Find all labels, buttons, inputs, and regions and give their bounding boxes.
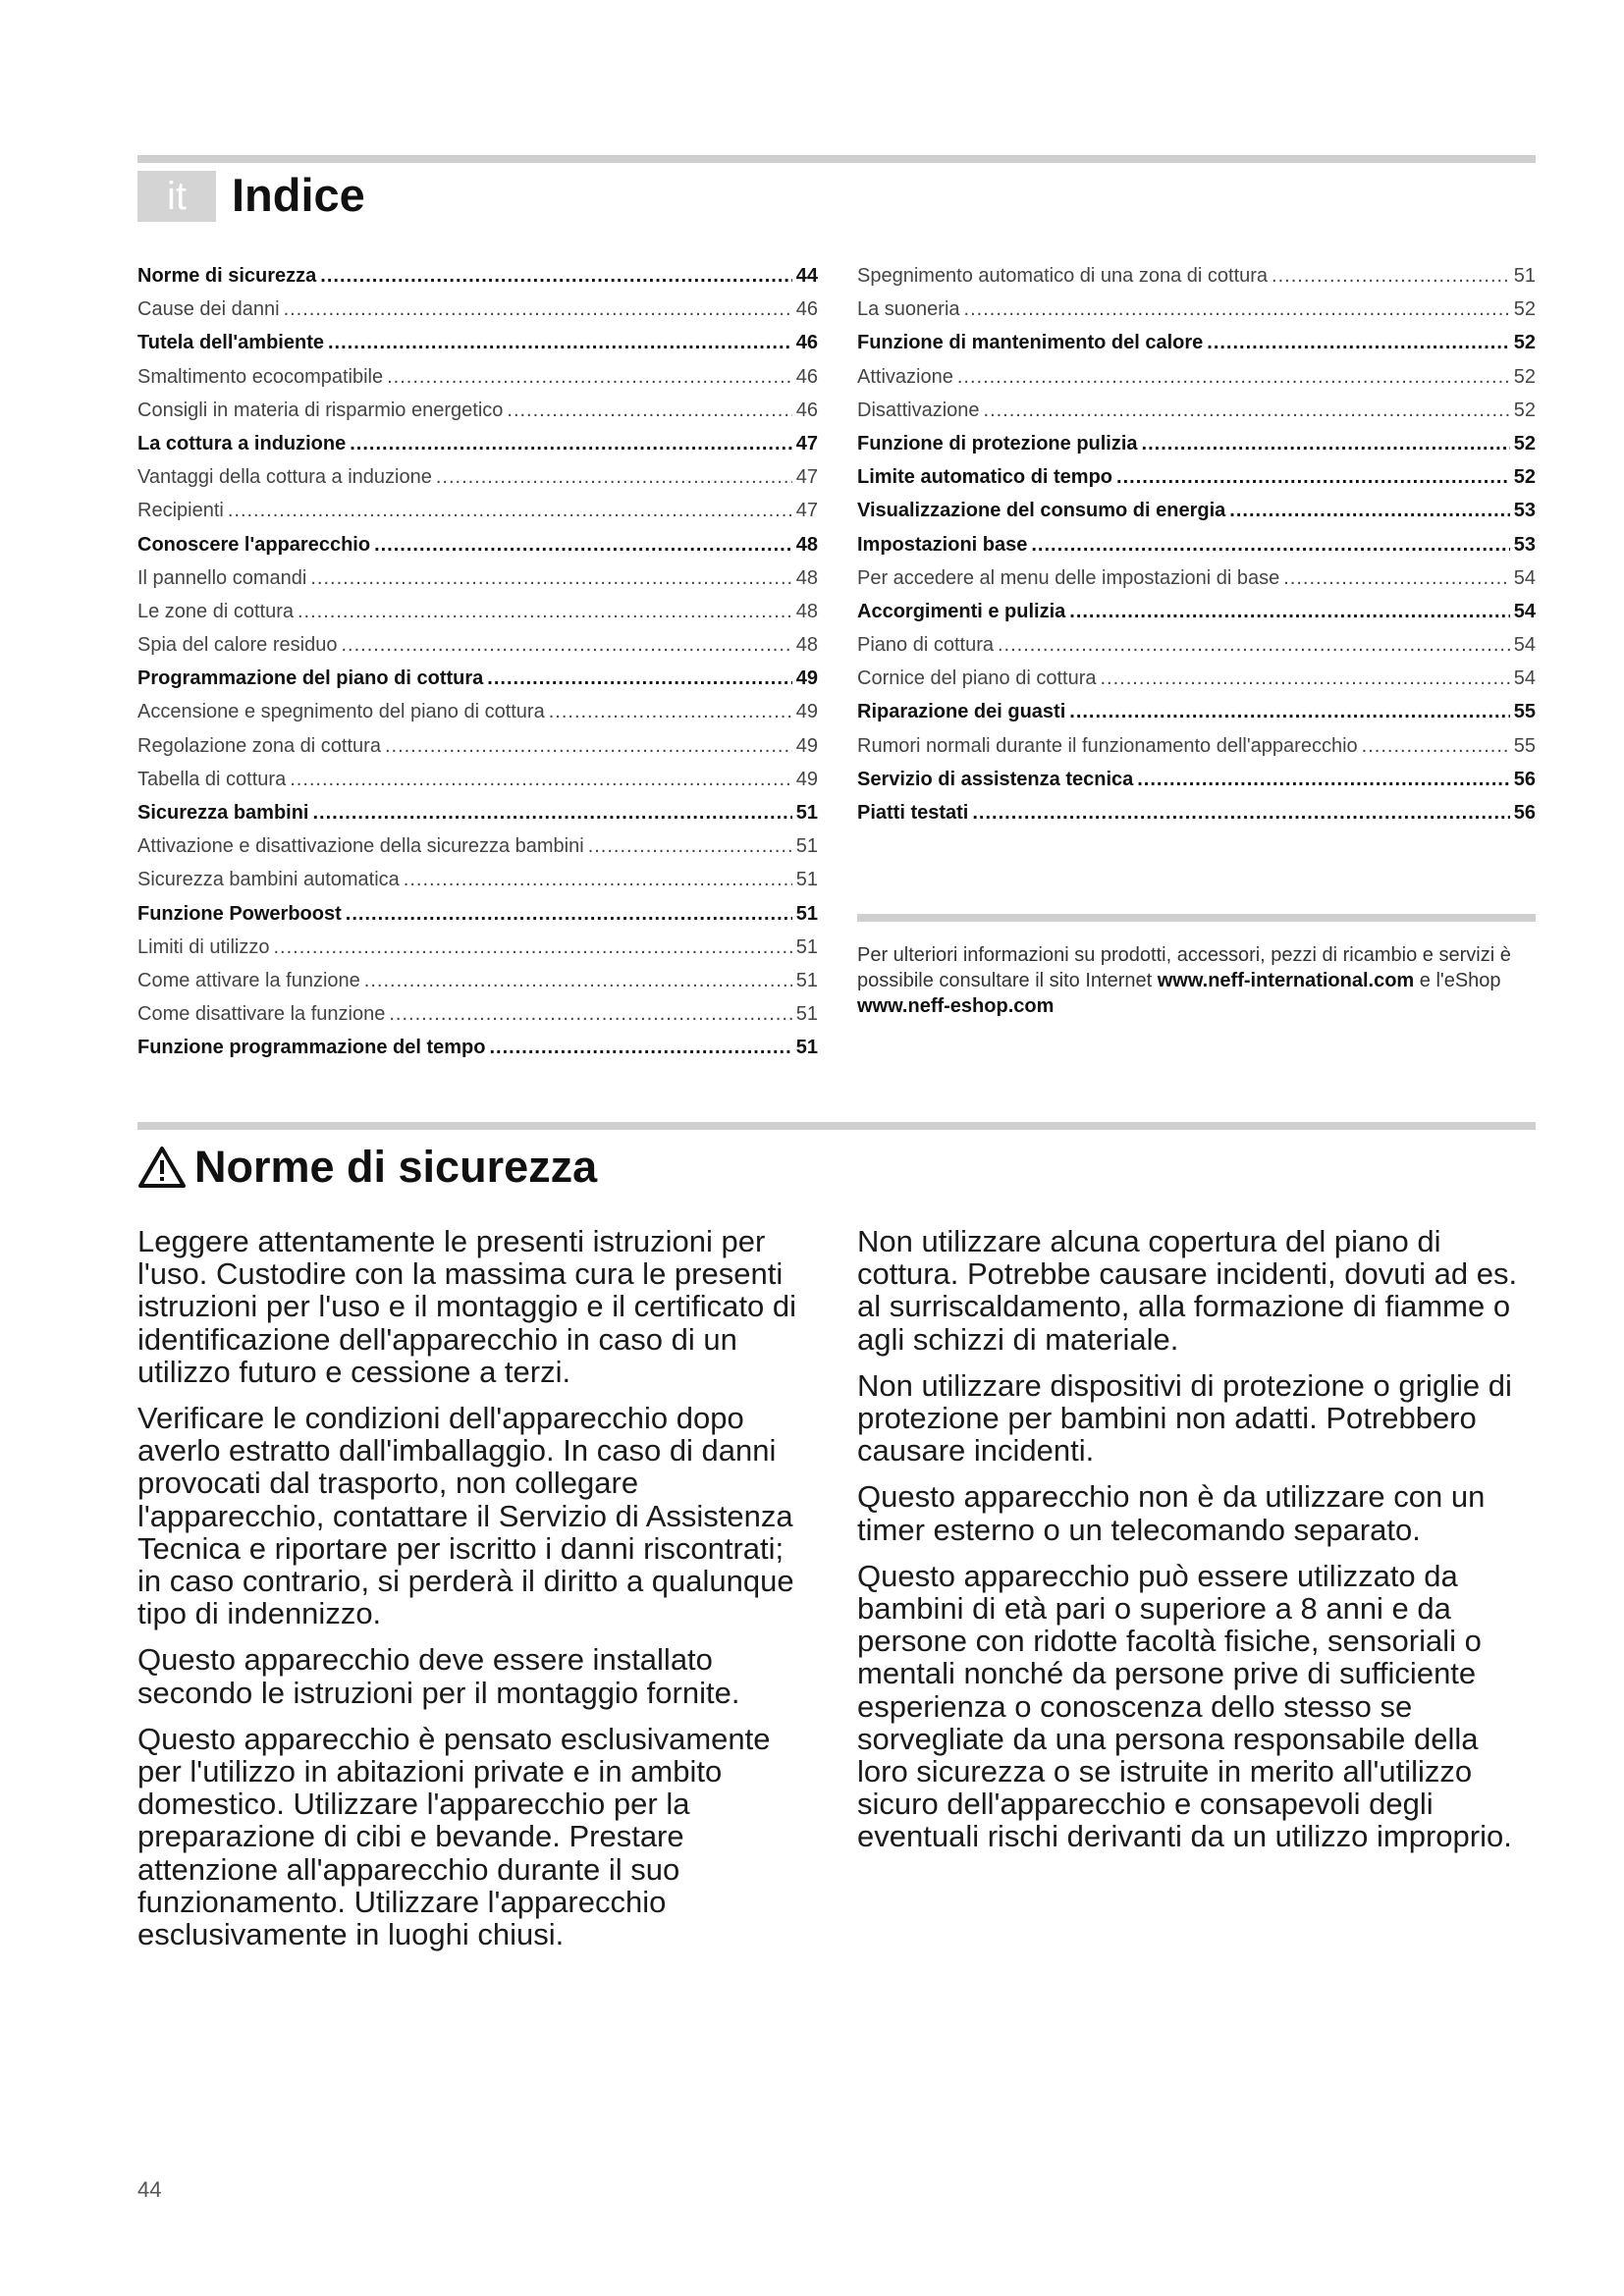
toc-entry[interactable] [137,528,818,561]
toc-entry-label: Spia del calore residuo [137,634,338,657]
toc-entry-page: 51 [795,835,818,858]
toc-entry-label: Consigli in materia di risparmio energetico [137,399,504,421]
toc-entry[interactable] [857,394,1536,427]
toc-leader-dots [957,360,1510,394]
toc-entry-label: Cause dei danni [137,298,280,321]
toc-entry-page: 49 [795,734,818,757]
toc-entry-label: Riparazione dei guasti [857,701,1066,723]
toc-entry-label: Accorgimenti e pulizia [857,600,1066,622]
safety-paragraph: Questo apparecchio può essere utilizzato da bambini di età pari o superiore a 8 anni e da persone con ridotte facoltà fisiche, sensoriali o mentali nonché da persone prive di sufficiente esperienza o conoscenza dello stesso se sorvegliate da una persona responsabile della loro sicurezza o se istruite in merito all'utilizzo sicuro dell'apparecchio e consapevoli degli eventuali rischi derivanti da un utilizzo improprio. [857,1558,1512,1854]
toc-entry-page: 54 [1513,566,1536,589]
toc-entry-page: 48 [795,634,818,657]
toc-entry-label: Come disattivare la funzione [137,1003,386,1026]
safety-paragraph: Questo apparecchio non è da utilizzare con un timer esterno o un telecomando separato. [857,1479,1486,1547]
safety-paragraph: Verificare le condizioni dell'apparecchio dopo averlo estratto dall'imballaggio. In caso di danni provocati dal trasporto, non collegare l'apparecchio, contattare il Servizio di Assistenza Tecnica e riportare per iscritto i danni riscontrati; in caso contrario, si perderà il diritto a qualunque tipo di indennizzo. [137,1401,794,1631]
toc-entry-label: Cornice del piano di cottura [857,667,1097,690]
toc-leader-dots [998,628,1510,662]
toc-leader-dots [1142,427,1510,460]
toc-entry-page: 51 [795,1037,818,1059]
toc-entry-page: 51 [1513,265,1536,287]
toc-entry-page: 49 [795,768,818,790]
toc-entry[interactable] [137,729,818,763]
toc-leader-dots [507,394,791,427]
toc-leader-dots [350,427,792,460]
toc-entry-page: 51 [795,1003,818,1026]
toc-entry[interactable] [137,863,818,896]
toc-entry-label: Regolazione zona di cottura [137,734,381,757]
toc-entry-page: 47 [795,432,818,454]
toc-leader-dots [364,964,792,997]
toc-entry[interactable] [137,360,818,394]
toc-entry[interactable] [137,931,818,964]
toc-leader-dots [389,997,791,1031]
toc-entry-page: 52 [1513,399,1536,421]
toc-entry-label: Tabella di cottura [137,768,287,790]
toc-entry-page: 51 [795,935,818,958]
toc-entry[interactable] [137,494,818,527]
toc-entry[interactable] [857,494,1536,527]
toc-entry-label: Limiti di utilizzo [137,935,270,958]
toc-entry-label: La suoneria [857,298,960,321]
toc-entry-label: Impostazioni base [857,533,1028,556]
toc-entry-label: Le zone di cottura [137,600,294,622]
toc-entry[interactable] [137,796,818,829]
toc-entry[interactable] [137,829,818,863]
page-number: 44 [137,2177,162,2202]
toc-leader-dots [290,763,792,796]
toc-entry-label: Smaltimento ecocompatibile [137,365,384,388]
toc-entry[interactable] [137,460,818,494]
toc-entry[interactable] [857,595,1536,628]
eshop-link[interactable]: www.neff-eshop.com [857,995,1055,1017]
toc-entry-label: Vantaggi della cottura a induzione [137,466,432,489]
toc-entry-page: 46 [795,298,818,321]
toc-leader-dots [1207,326,1509,359]
safety-paragraph: Non utilizzare dispositivi di protezione o griglie di protezione per bambini non adatti. Potrebbero causare incidenti. [857,1367,1512,1468]
toc-entry-label: Attivazione e disattivazione della sicurezza bambini [137,835,584,858]
toc-entry-page: 55 [1513,701,1536,723]
toc-entry-page: 46 [795,365,818,388]
toc-entry-label: Servizio di assistenza tecnica [857,768,1134,790]
toc-leader-dots [328,326,792,359]
website-link[interactable]: www.neff-international.com [1157,970,1415,991]
safety-text-right [857,1225,1536,1867]
toc-leader-dots [341,628,791,662]
toc-entry[interactable] [137,763,818,796]
toc-entry[interactable] [137,997,818,1031]
toc-entry-label: Sicurezza bambini automatica [137,869,400,891]
toc-entry-label: Norme di sicurezza [137,265,317,287]
toc-entry[interactable] [137,326,818,359]
toc-entry[interactable] [137,695,818,728]
toc-entry-label: Rumori normali durante il funzionamento dell'apparecchio [857,734,1358,757]
toc-entry-label: Limite automatico di tempo [857,466,1113,489]
toc-leader-dots [1069,595,1509,628]
toc-leader-dots [1137,763,1510,796]
toc-entry[interactable] [137,897,818,931]
info-divider [857,914,1536,922]
toc-entry-page: 49 [795,667,818,690]
toc-entry-page: 53 [1513,500,1536,522]
toc-entry[interactable] [137,394,818,427]
toc-leader-dots [387,360,792,394]
safety-paragraph: Leggere attentamente le presenti istruzioni per l'uso. Custodire con la massima cura le presenti istruzioni per l'uso e il montaggio e il certificato di identificazione dell'apparecchio in caso di un utilizzo futuro e cessione a terzi. [137,1224,797,1389]
safety-paragraph: Non utilizzare alcuna copertura del piano di cottura. Potrebbe causare incidenti, dovuti ad es. al surriscaldamento, alla formazione di fiamme o agli schizzi di materiale. [857,1224,1518,1357]
toc-entry-label: Attivazione [857,365,953,388]
toc-entry[interactable] [137,259,818,293]
toc-entry[interactable] [857,729,1536,763]
toc-entry-page: 47 [795,500,818,522]
toc-entry-page: 48 [795,533,818,556]
toc-leader-dots [984,394,1510,427]
toc-entry[interactable] [857,259,1536,293]
toc-entry-page: 54 [1513,667,1536,690]
toc-entry-label: Programmazione del piano di cottura [137,667,484,690]
toc-entry-label: Conoscere l'apparecchio [137,533,371,556]
toc-leader-dots [588,829,792,863]
toc-entry-page: 46 [795,332,818,354]
toc-leader-dots [385,729,792,763]
toc-entry[interactable] [857,427,1536,460]
toc-entry[interactable] [137,427,818,460]
toc-entry[interactable] [857,796,1536,829]
toc-entry-label: Il pannello comandi [137,566,307,589]
safety-text-left [137,1225,815,1964]
toc-entry-page: 46 [795,399,818,421]
toc-leader-dots [964,293,1510,326]
toc-entry-label: Funzione di protezione pulizia [857,432,1138,454]
top-divider [137,155,1536,163]
toc-entry-label: Funzione di mantenimento del calore [857,332,1204,354]
toc-entry[interactable] [137,293,818,326]
toc-entry[interactable] [857,561,1536,595]
toc-entry-page: 51 [795,802,818,824]
toc-entry-page: 51 [795,902,818,925]
toc-leader-dots [1229,494,1509,527]
toc-entry-page: 53 [1513,533,1536,556]
toc-entry-page: 52 [1513,432,1536,454]
toc-entry-label: Funzione Powerboost [137,902,342,925]
toc-entry-label: Disattivazione [857,399,980,421]
safety-paragraph: Questo apparecchio deve essere installato secondo le istruzioni per il montaggio fornite. [137,1642,740,1710]
toc-leader-dots [436,460,792,494]
toc-entry-label: Sicurezza bambini [137,802,309,824]
toc-entry[interactable] [137,964,818,997]
toc-entry-page: 44 [795,265,818,287]
safety-heading [137,1133,597,1201]
toc-leader-dots [228,494,792,527]
toc-entry[interactable] [137,662,818,695]
more-info-note [857,942,1536,1019]
toc-entry-page: 52 [1513,466,1536,489]
toc-leader-dots [310,561,791,595]
toc-leader-dots [404,863,792,896]
toc-leader-dots [489,1031,791,1064]
toc-leader-dots [549,695,792,728]
toc-entry-page: 51 [795,969,818,991]
toc-leader-dots [298,595,792,628]
section-divider [137,1122,1536,1130]
toc-entry-page: 56 [1513,802,1536,824]
toc-entry-page: 52 [1513,332,1536,354]
toc-entry[interactable] [137,1031,818,1064]
toc-entry-label: La cottura a induzione [137,432,347,454]
toc-leader-dots [1116,460,1510,494]
safety-title-text: Norme di sicurezza [194,1142,598,1192]
toc-leader-dots [273,931,791,964]
toc-entry[interactable] [857,293,1536,326]
toc-entry-page: 55 [1513,734,1536,757]
toc-entry[interactable] [137,628,818,662]
toc-entry-label: Recipienti [137,500,224,522]
toc-leader-dots [1031,528,1509,561]
toc-entry[interactable] [857,628,1536,662]
toc-entry-label: Piano di cottura [857,634,994,657]
toc-leader-dots [284,293,792,326]
toc-entry-page: 48 [795,566,818,589]
toc-entry-page: 49 [795,701,818,723]
toc-leader-dots [1283,561,1510,595]
toc-entry-page: 47 [795,466,818,489]
toc-leader-dots [346,897,792,931]
toc-entry[interactable] [857,326,1536,359]
language-badge: it [137,171,216,222]
toc-entry-page: 54 [1513,634,1536,657]
toc-leader-dots [972,796,1509,829]
toc-entry-page: 51 [795,869,818,891]
toc-leader-dots [313,796,792,829]
toc-entry[interactable] [857,763,1536,796]
more-info-text: Per ulteriori informazioni su prodotti, accessori, pezzi di ricambio e servizi è possibile consultare il sito Internet [857,944,1511,991]
toc-leader-dots [1362,729,1510,763]
toc-entry-label: Accensione e spegnimento del piano di cottura [137,701,545,723]
toc-leader-dots [1272,259,1510,293]
toc-entry-page: 48 [795,600,818,622]
toc-entry-label: Funzione programmazione del tempo [137,1037,486,1059]
toc-leader-dots [1100,662,1509,695]
toc-entry-label: Come attivare la funzione [137,969,360,991]
toc-entry[interactable] [137,595,818,628]
toc-entry[interactable] [857,360,1536,394]
toc-entry-label: Tutela dell'ambiente [137,332,324,354]
toc-entry-label: Per accedere al menu delle impostazioni di base [857,566,1280,589]
toc-entry-label: Piatti testati [857,802,969,824]
toc-entry[interactable] [857,662,1536,695]
safety-paragraph: Questo apparecchio è pensato esclusivamente per l'utilizzo in abitazioni private e in ambito domestico. Utilizzare l'apparecchio per la preparazione di cibi e bevande. Prestare attenzione all'apparecchio durante il suo funzionamento. Utilizzare l'apparecchio esclusivamente in luoghi chiusi. [137,1721,771,1952]
toc-entry-page: 52 [1513,298,1536,321]
toc-left-column [137,259,818,1065]
toc-leader-dots [487,662,791,695]
toc-leader-dots [320,259,791,293]
toc-entry-label: Spegnimento automatico di una zona di cottura [857,265,1269,287]
more-info-conjunction: e l'eShop [1419,970,1501,991]
toc-entry-page: 56 [1513,768,1536,790]
toc-entry[interactable] [857,528,1536,561]
warning-triangle-icon [137,1146,187,1189]
toc-entry[interactable] [857,695,1536,728]
toc-leader-dots [374,528,792,561]
toc-entry-page: 54 [1513,600,1536,622]
toc-entry-label: Visualizzazione del consumo di energia [857,500,1226,522]
toc-leader-dots [1069,695,1509,728]
index-title: Indice [232,169,365,221]
toc-right-column [857,259,1536,829]
toc-entry[interactable] [857,460,1536,494]
toc-entry-page: 52 [1513,365,1536,388]
toc-entry[interactable] [137,561,818,595]
